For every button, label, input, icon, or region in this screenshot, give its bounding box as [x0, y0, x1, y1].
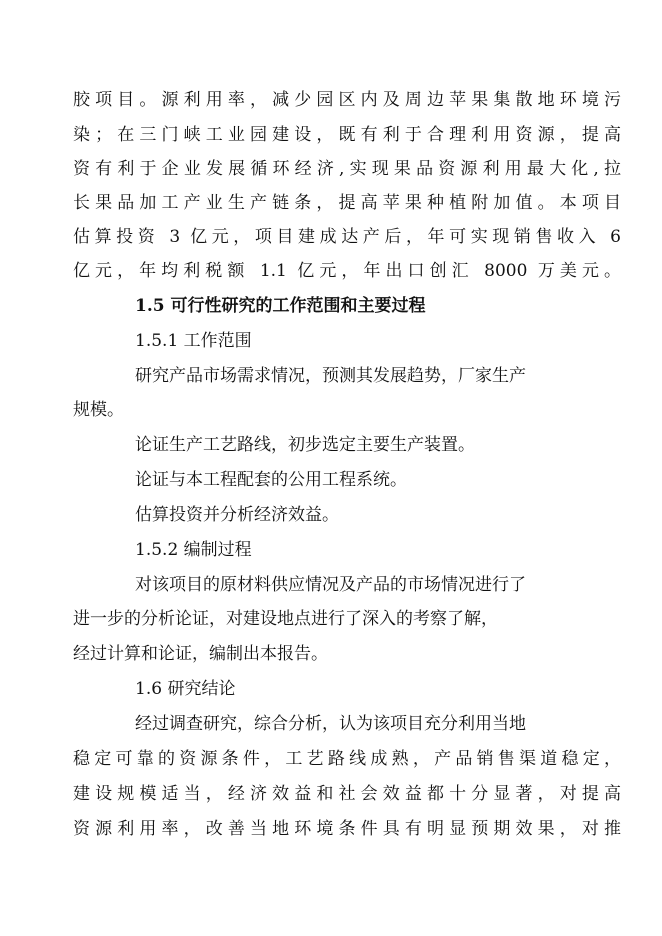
- paragraph-line: 长果品加工产业生产链条，提高苹果种植附加值。本项目: [73, 193, 621, 213]
- paragraph-line: 建设规模适当，经济效益和社会效益都十分显著，对提高: [73, 784, 621, 804]
- section-heading: 1.6 研究结论: [135, 679, 236, 699]
- paragraph-line: 亿元，年均利税额 1.1 亿元，年出口创汇 8000 万美元。: [73, 261, 621, 281]
- paragraph-line: 胶项目。源利用率，减少园区内及周边苹果集散地环境污: [73, 90, 621, 110]
- subsection-heading: 1.5.1 工作范围: [135, 331, 252, 351]
- subsection-heading: 1.5.2 编制过程: [135, 540, 252, 560]
- paragraph-line: 资源利用率，改善当地环境条件具有明显预期效果，对推: [73, 819, 621, 839]
- paragraph-line: 稳定可靠的资源条件，工艺路线成熟，产品销售渠道稳定，: [73, 749, 621, 769]
- paragraph-line: 估算投资 3 亿元，项目建成达产后，年可实现销售收入 6: [73, 227, 621, 247]
- paragraph-line: 研究产品市场需求情况，预测其发展趋势，厂家生产: [135, 366, 526, 386]
- paragraph-line: 染；在三门峡工业园建设，既有利于合理利用资源，提高: [73, 125, 621, 145]
- paragraph-line: 资有利于企业发展循环经济,实现果品资源利用最大化,拉: [73, 159, 621, 179]
- paragraph-line: 经过调查研究，综合分析，认为该项目充分利用当地: [135, 714, 526, 734]
- paragraph-line: 估算投资并分析经济效益。: [135, 505, 339, 525]
- section-heading: 1.5 可行性研究的工作范围和主要过程: [135, 296, 426, 316]
- paragraph-line: 进一步的分析论证，对建设地点进行了深入的考察了解，: [73, 609, 498, 629]
- paragraph-line: 经过计算和论证，编制出本报告。: [73, 644, 328, 664]
- paragraph-line: 规模。: [73, 400, 124, 420]
- paragraph-line: 论证生产工艺路线，初步选定主要生产装置。: [135, 435, 475, 455]
- paragraph-line: 对该项目的原材料供应情况及产品的市场情况进行了: [135, 575, 526, 595]
- paragraph-line: 论证与本工程配套的公用工程系统。: [135, 470, 407, 490]
